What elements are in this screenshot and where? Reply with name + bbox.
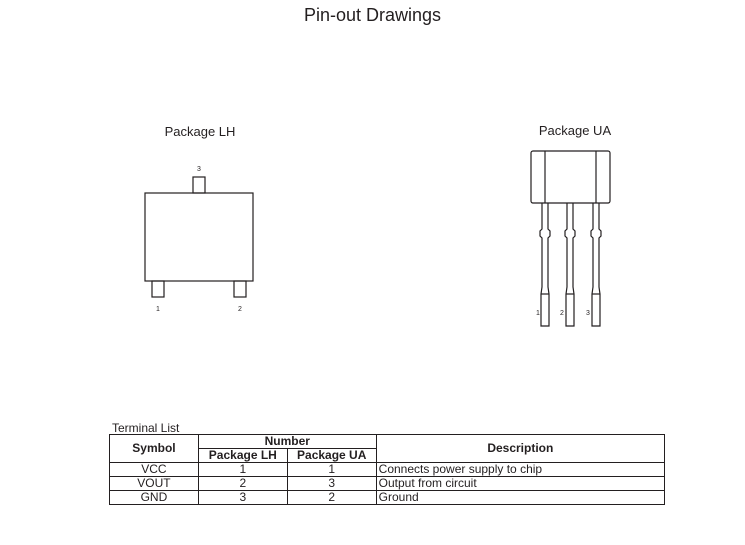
package-ua-lead-3: [591, 203, 601, 326]
cell-symbol: VCC: [110, 463, 199, 477]
package-lh-pin-2: [234, 281, 246, 297]
package-ua-pin-1-label: 1: [536, 310, 540, 317]
package-lh-pin-3-label: 3: [197, 166, 201, 173]
package-ua-label: Package UA: [538, 123, 612, 138]
package-lh-pin-2-label: 2: [238, 306, 242, 313]
page-title: Pin-out Drawings: [303, 5, 442, 25]
package-ua-pin-2-label: 2: [560, 310, 564, 317]
package-lh-drawing: [145, 177, 253, 297]
table-row: [110, 463, 665, 477]
package-lh-pin-1-label: 1: [156, 306, 160, 313]
package-lh-pin-3: [193, 177, 205, 193]
header-symbol: Symbol: [110, 435, 199, 463]
package-lh-body: [145, 193, 253, 281]
package-lh-pin-1: [152, 281, 164, 297]
cell-symbol: VOUT: [110, 477, 199, 491]
cell-description: Output from circuit: [376, 477, 664, 491]
cell-symbol: GND: [110, 491, 199, 505]
package-ua-body: [531, 151, 610, 203]
cell-description: Connects power supply to chip: [376, 463, 664, 477]
table-row: [110, 477, 665, 491]
cell-package-ua: 1: [287, 463, 376, 477]
cell-package-lh: 2: [198, 477, 287, 491]
terminal-list-caption: Terminal List: [112, 421, 180, 435]
package-ua-lead-2: [565, 203, 575, 326]
package-ua-pin-3-label: 3: [586, 310, 590, 317]
header-number: Number: [198, 435, 376, 449]
package-ua-drawing: [531, 151, 610, 326]
package-lh-label: Package LH: [164, 124, 236, 139]
cell-description: Ground: [376, 491, 664, 505]
header-package-ua: Package UA: [287, 449, 376, 463]
header-description: Description: [376, 435, 664, 463]
table-row: [110, 491, 665, 505]
cell-package-ua: 2: [287, 491, 376, 505]
cell-package-lh: 1: [198, 463, 287, 477]
package-ua-lead-1: [540, 203, 550, 326]
cell-package-ua: 3: [287, 477, 376, 491]
header-package-lh: Package LH: [198, 449, 287, 463]
terminal-table: [109, 434, 665, 505]
cell-package-lh: 3: [198, 491, 287, 505]
